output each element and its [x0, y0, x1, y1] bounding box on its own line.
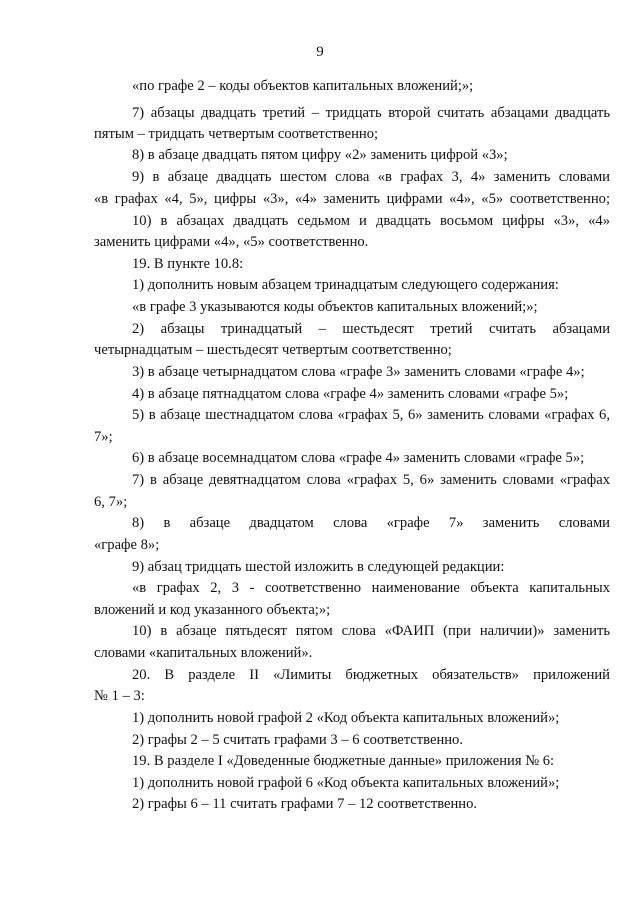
- text-line: 3) в абзаце четырнадцатом слова «графе 3» заменить словами «графе 4»;: [132, 364, 585, 380]
- text-line: 2) графы 6 – 11 считать графами 7 – 12 соответственно.: [132, 796, 478, 812]
- text-line: 2) абзацы тринадцатый – шестьдесят третий считать абзацами: [132, 321, 610, 337]
- text-line: пятым – тридцать четвертым соответственно;: [94, 126, 379, 142]
- text-line: 1) дополнить новой графой 6 «Код объекта капитальных вложений»;: [132, 775, 560, 791]
- text-line: «по графе 2 – коды объектов капитальных вложений;»;: [132, 78, 474, 94]
- text-line: заменить цифрами «4», «5» соответственно.: [94, 234, 369, 250]
- text-line: «в графах 2, 3 - соответственно наименование объекта капитальных: [132, 580, 610, 596]
- text-line: 1) дополнить новой графой 2 «Код объекта капитальных вложений»;: [132, 710, 560, 726]
- text-line: 4) в абзаце пятнадцатом слова «графе 4» заменить словами «графе 5»;: [132, 386, 569, 402]
- text-line: 2) графы 2 – 5 считать графами 3 – 6 соответственно.: [132, 732, 464, 748]
- text-line: 10) в абзацах двадцать седьмом и двадцать восьмом цифры «3», «4»: [132, 213, 610, 229]
- text-line: 7) в абзаце девятнадцатом слова «графах 5, 6» заменить словами «графах: [132, 472, 610, 488]
- text-line: четырнадцатым – шестьдесят четвертым соответственно;: [94, 342, 452, 358]
- text-line: 7) абзацы двадцать третий – тридцать второй считать абзацами двадцать: [132, 105, 610, 121]
- text-line: 20. В разделе II «Лимиты бюджетных обязательств» приложений: [132, 667, 610, 683]
- text-line: 10) в абзаце пятьдесят пятом слова «ФАИП (при наличии)» заменить: [132, 623, 610, 639]
- text-line: «графе 8»;: [94, 537, 160, 553]
- text-line: 7»;: [94, 429, 113, 445]
- text-line: 8) в абзаце двадцатом слова «графе 7» заменить словами: [132, 515, 610, 531]
- text-line: 19. В разделе I «Доведенные бюджетные данные» приложения № 6:: [132, 753, 555, 769]
- text-line: 5) в абзаце шестнадцатом слова «графах 5, 6» заменить словами «графах 6,: [132, 407, 610, 423]
- text-line: 19. В пункте 10.8:: [132, 256, 244, 272]
- text-line: 6) в абзаце восемнадцатом слова «графе 4» заменить словами «графе 5»;: [132, 450, 585, 466]
- text-line: 8) в абзаце двадцать пятом цифру «2» заменить цифрой «3»;: [132, 147, 508, 163]
- text-line: вложений и код указанного объекта;»;: [94, 602, 331, 618]
- page-number: 9: [316, 44, 324, 60]
- text-line: 1) дополнить новым абзацем тринадцатым следующего содержания:: [132, 277, 559, 293]
- text-line: «в графах «4, 5», цифры «3», «4» заменить цифрами «4», «5» соответственно;: [94, 191, 610, 207]
- text-line: № 1 – 3:: [94, 688, 145, 704]
- text-line: 9) абзац тридцать шестой изложить в следующей редакции:: [132, 559, 505, 575]
- text-line: 6, 7»;: [94, 494, 128, 510]
- text-line: словами «капитальных вложений».: [94, 645, 313, 661]
- text-line: 9) в абзаце двадцать шестом слова «в графах 3, 4» заменить словами: [132, 169, 610, 185]
- text-line: «в графе 3 указываются коды объектов капитальных вложений;»;: [132, 299, 538, 315]
